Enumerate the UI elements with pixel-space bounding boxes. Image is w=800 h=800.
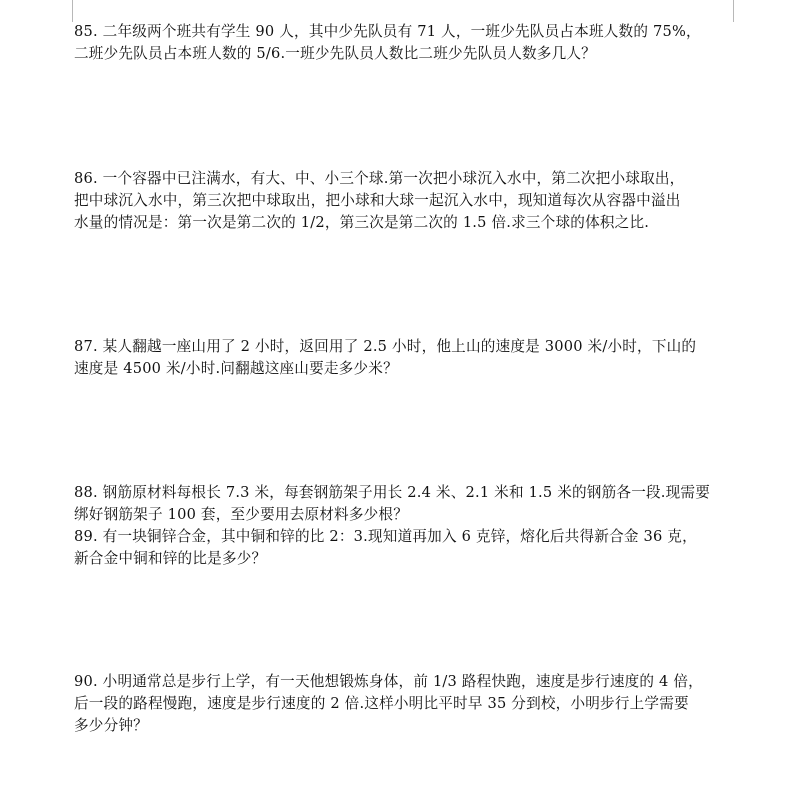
problem-86 — [74, 168, 734, 234]
problem-line: 90. 小明通常总是步行上学，有一天他想锻炼身体，前 1/3 路程快跑，速度是步行速度的 4 倍， — [74, 673, 703, 690]
problem-85 — [74, 21, 734, 65]
problem-90 — [74, 671, 734, 737]
problem-line: 85. 二年级两个班共有学生 90 人，其中少先队员有 71 人，一班少先队员占本班人数的 75%， — [74, 23, 701, 40]
problem-line: 多少分钟？ — [74, 717, 148, 734]
problem-line: 把中球沉入水中，第三次把中球取出，把小球和大球一起沉入水中，现知道每次从容器中溢出 — [74, 192, 681, 209]
problem-line: 二班少先队员占本班人数的 5/6.一班少先队员人数比二班少先队员人数多几人？ — [74, 45, 596, 62]
page-margin-marker-left — [72, 0, 73, 22]
page-margin-marker-right — [733, 0, 734, 22]
problem-line: 后一段的路程慢跑，速度是步行速度的 2 倍.这样小明比平时早 35 分到校，小明步行上学需要 — [74, 695, 689, 712]
problem-89 — [74, 526, 734, 570]
problem-line: 89. 有一块铜锌合金，其中铜和锌的比 2：3.现知道再加入 6 克锌，熔化后共得新合金 36 克， — [74, 528, 697, 545]
problem-88 — [74, 482, 734, 526]
problem-line: 水量的情况是：第一次是第二次的 1/2，第三次是第二次的 1.5 倍.求三个球的体积之比. — [74, 214, 650, 231]
problem-line: 绑好钢筋架子 100 套，至少要用去原材料多少根？ — [74, 506, 409, 523]
problem-87 — [74, 336, 734, 380]
problem-line: 86. 一个容器中已注满水，有大、中、小三个球.第一次把小球沉入水中，第二次把小球取出， — [74, 170, 685, 187]
problem-line: 87. 某人翻越一座山用了 2 小时，返回用了 2.5 小时，他上山的速度是 3000 米/小时，下山的 — [74, 338, 697, 355]
problem-line: 88. 钢筋原材料每根长 7.3 米，每套钢筋架子用长 2.4 米、2.1 米和 1.5 米的钢筋各一段.现需要 — [74, 484, 710, 501]
problem-line: 新合金中铜和锌的比是多少？ — [74, 550, 267, 567]
problem-line: 速度是 4500 米/小时.问翻越这座山要走多少米？ — [74, 360, 398, 377]
